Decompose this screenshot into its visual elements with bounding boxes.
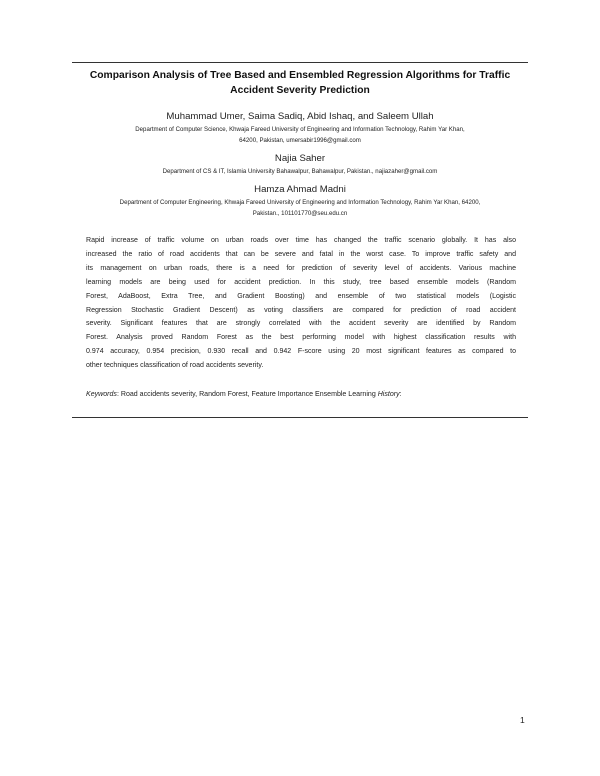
- paper-title: [72, 68, 528, 98]
- affiliation-3-line-1: Department of Computer Engineering, Khwaja Fareed University of Engineering and Information Technology, Rahim Yar Khan, 64200,: [119, 199, 481, 206]
- abstract-line: Forest. Analysis proved Random Forest as the best performing model with highest classification results with: [86, 334, 516, 342]
- title-line-1: Comparison Analysis of Tree Based and Ensembled Regression Algorithms for Traffic: [89, 70, 511, 81]
- affiliation-2-line-1: Department of CS & IT, Islamia University Bahawalpur, Bahawalpur, Pakistan., najiazaher@gmail.com: [162, 168, 438, 175]
- abstract: [86, 234, 516, 373]
- keywords-end: :: [399, 391, 402, 398]
- affiliation-1-line-2: 64200, Pakistan, umersabir1996@gmail.com: [239, 137, 361, 144]
- abstract-line: Rapid increase of traffic volume on urban roads over time has changed the traffic scenario globally. It has also: [86, 237, 516, 244]
- keywords: [86, 389, 516, 401]
- keywords-separator: :: [116, 391, 121, 398]
- abstract-line: Forest, AdaBoost, Extra Tree, and Gradient Boosting) and ensemble of two statistical models (Logistic: [86, 292, 516, 300]
- abstract-line: 0.974 accuracy, 0.954 precision, 0.930 recall and 0.942 F-score using 20 most significant features as compared to: [86, 348, 516, 356]
- keywords-text: Road accidents severity, Random Forest, Feature Importance Ensemble Learning: [120, 391, 378, 398]
- abstract-line: other techniques classification of road accidents severity.: [86, 362, 264, 370]
- page-number: 1: [520, 715, 525, 725]
- keywords-tail: History: [377, 391, 400, 398]
- abstract-line: severity. Significant features that are strongly correlated with the accident severity are identified by Random: [86, 320, 516, 328]
- author-names-2: Najia Saher: [274, 153, 326, 164]
- bottom-rule: [72, 417, 528, 418]
- author-names-1: Muhammad Umer, Saima Sadiq, Abid Ishaq, and Saleem Ullah: [166, 111, 434, 122]
- affiliation-1-line-1: Department of Computer Science, Khwaja Fareed University of Engineering and Information Technology, Rahim Yar Khan,: [135, 126, 465, 133]
- abstract-line: Regression Stochastic Gradient Descent) as voting classifiers are compared for prediction of road accident: [86, 306, 516, 314]
- top-rule: [72, 62, 528, 63]
- abstract-line: learning models are being used for accident prediction. In this study, tree based ensemble models (Random: [86, 278, 516, 286]
- abstract-line: its management on urban roads, there is a need for prediction of severity level of accidents. Various machine: [86, 264, 516, 272]
- keywords-label: Keywords: [86, 391, 117, 398]
- affiliation-3-line-2: Pakistan., 101101770@seu.edu.cn: [252, 210, 348, 217]
- author-names-3: Hamza Ahmad Madni: [254, 184, 346, 195]
- abstract-line: increased the ratio of road accidents that can be severe and fatal in the worst case. To improve traffic safety and: [86, 250, 516, 258]
- title-line-2: Accident Severity Prediction: [230, 85, 370, 96]
